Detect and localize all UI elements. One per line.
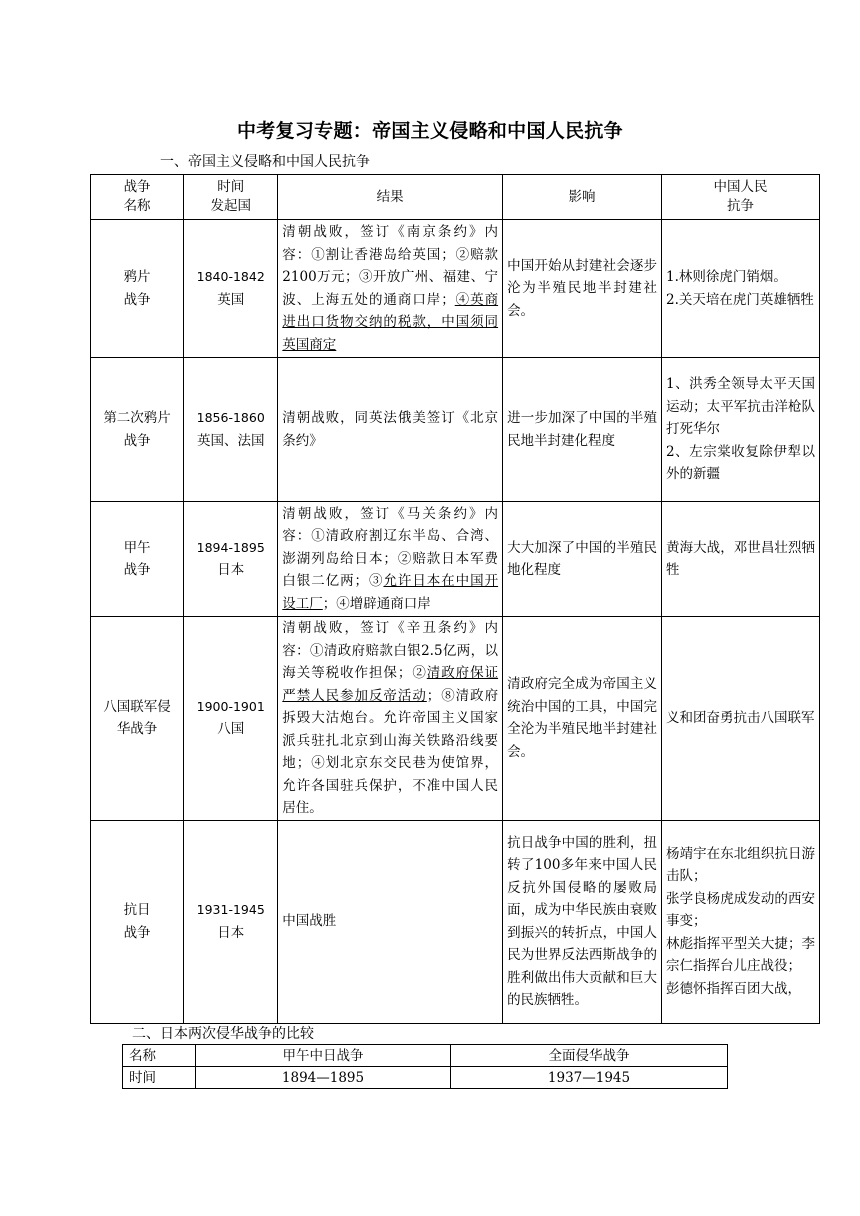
- table-header-row: [91, 175, 820, 220]
- header-first-war: 甲午中日战争: [196, 1045, 451, 1067]
- table-row: [91, 220, 820, 358]
- header-time: 时间 发起国: [184, 175, 278, 220]
- war-struggle: 1、洪秀全领导太平天国运动；太平军抗击洋枪队打死华尔 2、左宗棠收复除伊犁以外的新疆: [662, 358, 820, 502]
- header-impact: 影响: [503, 175, 662, 220]
- war-impact: 抗日战争中国的胜利，扭转了100多年来中国人民反抗外国侵略的屡败局面，成为中华民族由衰败到振兴的转折点，中国人民为世界反法西斯战争的胜利做出伟大贡献和巨大的民族牺牲。: [503, 820, 662, 1023]
- header-full-war: 全面侵华战争: [451, 1045, 728, 1067]
- page-title: 中考复习专题：帝国主义侵略和中国人民抗争: [236, 120, 623, 142]
- full-war-time: 1937—1945: [451, 1067, 728, 1089]
- war-result: 清朝战败，同英法俄美签订《北京条约》: [278, 358, 503, 502]
- war-time: 1840-1842 英国: [184, 220, 278, 358]
- table-row: [91, 502, 820, 617]
- war-struggle: 1.林则徐虎门销烟。 2.关天培在虎门英雄牺牲: [662, 220, 820, 358]
- war-result: 清朝战败，签订《辛丑条约》内容：①清政府赔款白银2.5亿两，以海关等税收作担保；②清政府保证严禁人民参加反帝活动；⑧清政府拆毁大沽炮台。允许帝国主义国家派兵驻扎北京到山海关铁路沿线要地；④划北京东交民巷为使馆界，允许各国驻兵保护，不准中国人民居住。: [278, 617, 503, 821]
- header-result: 结果: [278, 175, 503, 220]
- section-heading-comparison: 二、日本两次侵华战争的比较: [132, 1026, 314, 1042]
- war-time: 1900-1901 八国: [184, 617, 278, 821]
- first-war-time: 1894—1895: [196, 1067, 451, 1089]
- table-row: [91, 820, 820, 1023]
- war-impact: 中国开始从封建社会逐步沦为半殖民地半封建社会。: [503, 220, 662, 358]
- war-time: 1931-1945 日本: [184, 820, 278, 1023]
- comparison-table: [122, 1044, 728, 1089]
- war-name: 抗日 战争: [91, 820, 184, 1023]
- table-row: [91, 617, 820, 821]
- section-heading-aggression: 一、帝国主义侵略和中国人民抗争: [160, 154, 370, 170]
- table-header-row: [123, 1045, 728, 1067]
- war-result: 中国战胜: [278, 820, 503, 1023]
- war-struggle: 黄海大战，邓世昌壮烈牺牲: [662, 502, 820, 617]
- war-time: 1894-1895 日本: [184, 502, 278, 617]
- war-impact: 大大加深了中国的半殖民地化程度: [503, 502, 662, 617]
- war-name: 鸦片 战争: [91, 220, 184, 358]
- table-row: [91, 358, 820, 502]
- war-name: 甲午 战争: [91, 502, 184, 617]
- war-impact: 清政府完全成为帝国主义统治中国的工具，中国完全沦为半殖民地半封建社会。: [503, 617, 662, 821]
- war-result: 清朝战败，签订《南京条约》内容：①割让香港岛给英国；②赔款2100万元；③开放广州、福建、宁波、上海五处的通商口岸；④英商进出口货物交纳的税款，中国须同英国商定: [278, 220, 503, 358]
- header-name: 名称: [123, 1045, 196, 1067]
- war-impact: 进一步加深了中国的半殖民地半封建化程度: [503, 358, 662, 502]
- war-struggle: 义和团奋勇抗击八国联军: [662, 617, 820, 821]
- war-struggle: 杨靖宇在东北组织抗日游击队； 张学良杨虎成发动的西安事变； 林彪指挥平型关大捷；李宗仁指挥台儿庄战役； 彭德怀指挥百团大战，: [662, 820, 820, 1023]
- header-struggle: 中国人民 抗争: [662, 175, 820, 220]
- table-row: [123, 1067, 728, 1089]
- war-result: 清朝战败，签订《马关条约》内容：①清政府割辽东半岛、合湾、澎湖列岛给日本；②赔款日本军费白银二亿两；③允许日本在中国开设工厂；④增辟通商口岸: [278, 502, 503, 617]
- row-label-time: 时间: [123, 1067, 196, 1089]
- header-war-name: 战争 名称: [91, 175, 184, 220]
- war-name: 八国联军侵 华战争: [91, 617, 184, 821]
- aggression-table: [90, 174, 820, 1024]
- war-name: 第二次鸦片 战争: [91, 358, 184, 502]
- war-time: 1856-1860 英国、法国: [184, 358, 278, 502]
